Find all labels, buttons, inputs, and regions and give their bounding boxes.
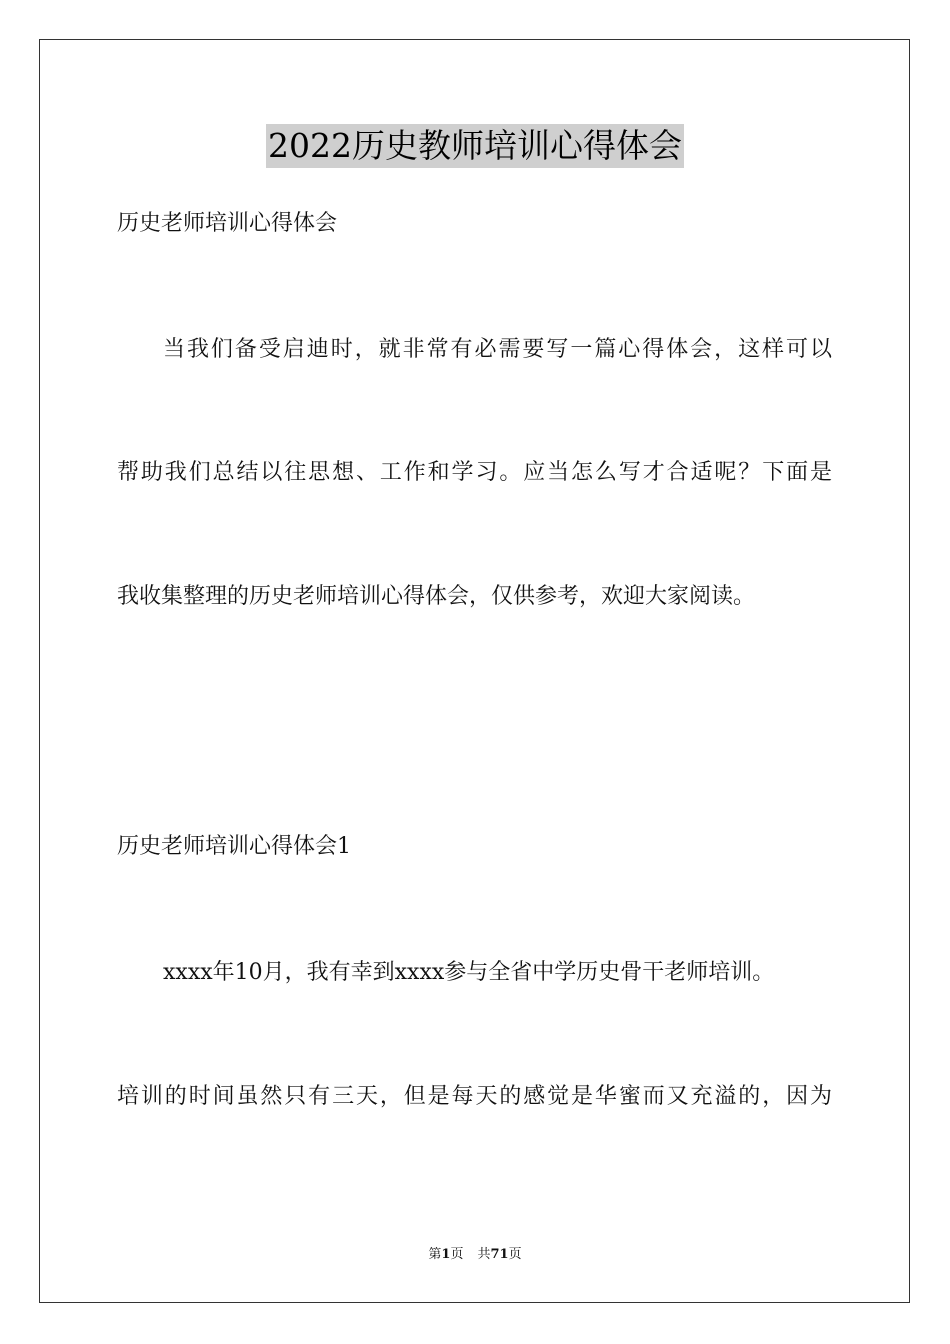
page-total: 71 xyxy=(490,1247,509,1262)
section-1-heading: 历史老师培训心得体会1 xyxy=(117,834,351,859)
total-suffix: 页 xyxy=(508,1247,522,1262)
paragraph-2-line-2: 培训的时间虽然只有三天，但是每天的感觉是华蜜而又充溢的，因为 xyxy=(117,1084,832,1109)
paragraph-2-line-1: xxxx年10月，我有幸到xxxx参与全省中学历史骨干老师培训。 xyxy=(163,960,775,985)
document-subtitle: 历史老师培训心得体会 xyxy=(117,211,338,236)
paragraph-1-line-3: 我收集整理的历史老师培训心得体会，仅供参考，欢迎大家阅读。 xyxy=(117,584,756,609)
page-current: 1 xyxy=(441,1247,451,1262)
title-container xyxy=(0,124,950,168)
page-suffix: 页 xyxy=(450,1247,464,1262)
page-prefix: 第 xyxy=(428,1247,442,1262)
total-prefix: 共 xyxy=(477,1247,491,1262)
page-footer xyxy=(0,1246,950,1264)
document-title: 2022历史教师培训心得体会 xyxy=(266,124,684,168)
paragraph-1-line-1: 当我们备受启迪时，就非常有必需要写一篇心得体会，这样可以 xyxy=(163,337,832,362)
paragraph-1-line-2: 帮助我们总结以往思想、工作和学习。应当怎么写才合适呢？下面是 xyxy=(117,460,832,485)
